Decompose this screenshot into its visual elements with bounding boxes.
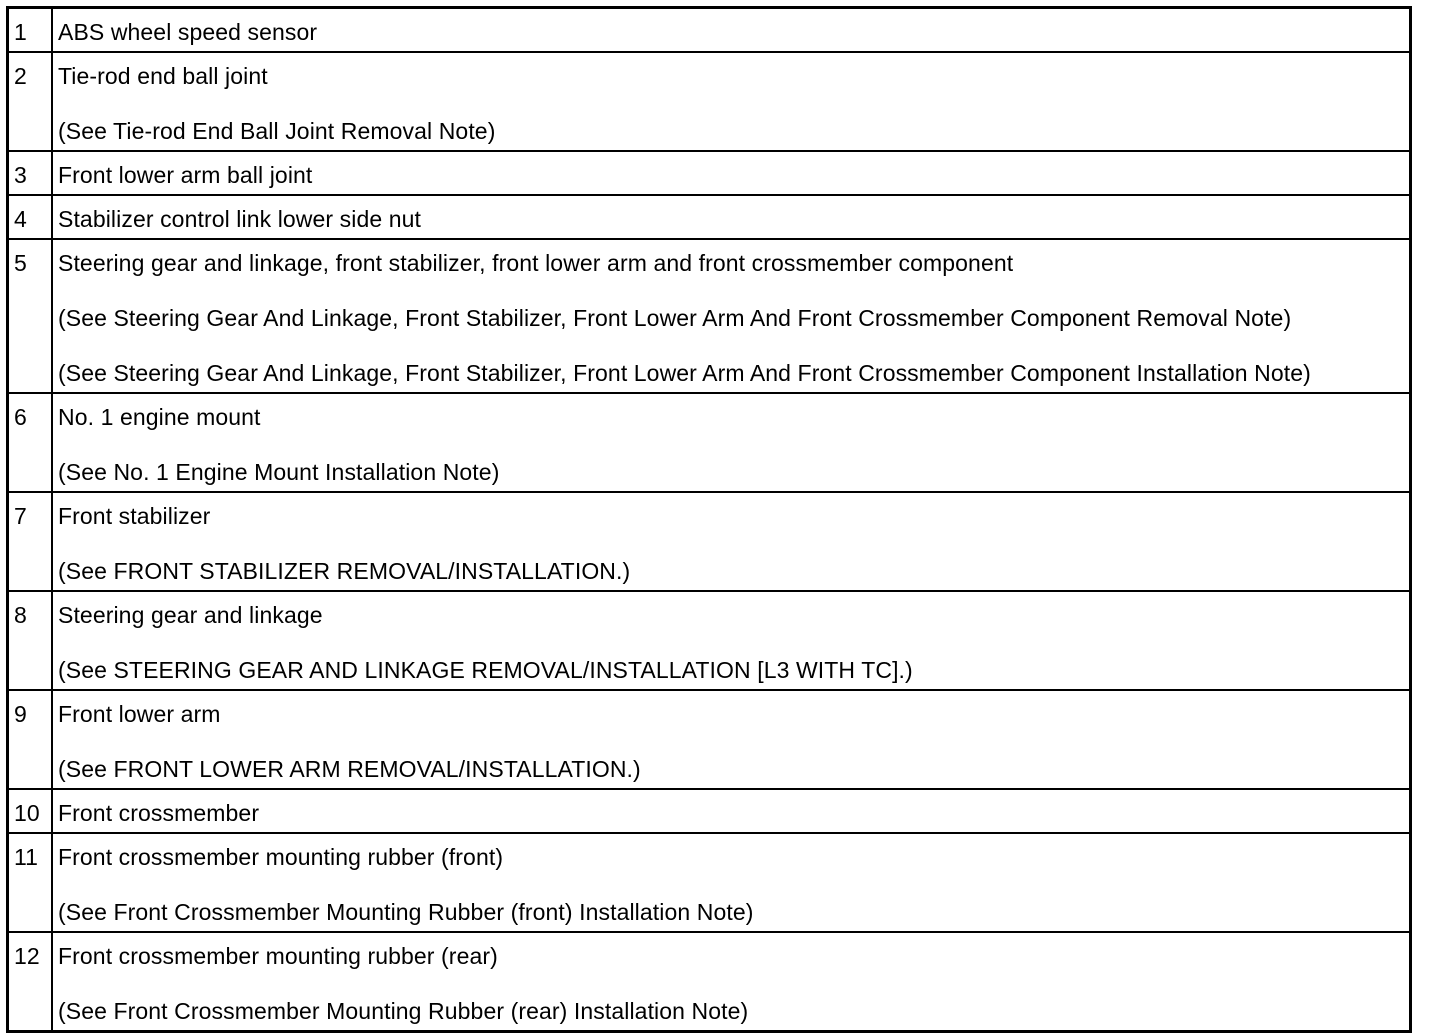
table-row (8, 591, 1411, 690)
part-name: Front lower arm ball joint (58, 162, 313, 188)
table-row (8, 52, 1411, 151)
table-row (8, 195, 1411, 239)
row-number: 6 (8, 393, 53, 492)
table-row (8, 8, 1411, 53)
part-name: Front lower arm (58, 701, 221, 727)
row-number: 9 (8, 690, 53, 789)
reference-note: (See Steering Gear And Linkage, Front Stabilizer, Front Lower Arm And Front Crossmember Component Removal Note) (58, 305, 1292, 331)
parts-table (6, 6, 1412, 1033)
row-number: 12 (8, 932, 53, 1032)
part-name: Tie-rod end ball joint (58, 63, 268, 89)
row-description (52, 195, 1411, 239)
row-number: 5 (8, 239, 53, 393)
part-name: Front crossmember mounting rubber (front) (58, 844, 504, 870)
row-description (52, 52, 1411, 151)
row-description (52, 8, 1411, 53)
row-description (52, 239, 1411, 393)
part-name: Front crossmember (58, 800, 260, 826)
row-description (52, 932, 1411, 1032)
part-name: No. 1 engine mount (58, 404, 261, 430)
reference-note: (See No. 1 Engine Mount Installation Note) (58, 459, 500, 485)
row-number: 11 (8, 833, 53, 932)
part-name: ABS wheel speed sensor (58, 19, 318, 45)
part-name: Front crossmember mounting rubber (rear) (58, 943, 498, 969)
row-number: 1 (8, 8, 53, 53)
reference-note: (See Front Crossmember Mounting Rubber (front) Installation Note) (58, 899, 754, 925)
reference-note: (See STEERING GEAR AND LINKAGE REMOVAL/INSTALLATION [L3 WITH TC].) (58, 657, 913, 683)
row-description (52, 591, 1411, 690)
row-number: 4 (8, 195, 53, 239)
part-name: Stabilizer control link lower side nut (58, 206, 422, 232)
table-row (8, 789, 1411, 833)
row-description (52, 789, 1411, 833)
reference-note: (See Front Crossmember Mounting Rubber (rear) Installation Note) (58, 998, 749, 1024)
row-description (52, 492, 1411, 591)
row-number: 2 (8, 52, 53, 151)
table-row (8, 492, 1411, 591)
row-number: 10 (8, 789, 53, 833)
table-row (8, 239, 1411, 393)
row-description (52, 833, 1411, 932)
reference-note: (See FRONT LOWER ARM REMOVAL/INSTALLATION.) (58, 756, 641, 782)
row-description (52, 151, 1411, 195)
row-number: 8 (8, 591, 53, 690)
table-row (8, 690, 1411, 789)
part-name: Steering gear and linkage (58, 602, 323, 628)
table-row (8, 932, 1411, 1032)
table-row (8, 393, 1411, 492)
row-number: 3 (8, 151, 53, 195)
parts-table-body (8, 8, 1411, 1032)
reference-note: (See FRONT STABILIZER REMOVAL/INSTALLATION.) (58, 558, 631, 584)
table-row (8, 833, 1411, 932)
part-name: Front stabilizer (58, 503, 211, 529)
part-name: Steering gear and linkage, front stabilizer, front lower arm and front crossmember component (58, 250, 1014, 276)
row-description (52, 393, 1411, 492)
reference-note: (See Tie-rod End Ball Joint Removal Note) (58, 118, 496, 144)
row-number: 7 (8, 492, 53, 591)
table-row (8, 151, 1411, 195)
row-description (52, 690, 1411, 789)
reference-note: (See Steering Gear And Linkage, Front Stabilizer, Front Lower Arm And Front Crossmember Component Installation Note) (58, 360, 1311, 386)
